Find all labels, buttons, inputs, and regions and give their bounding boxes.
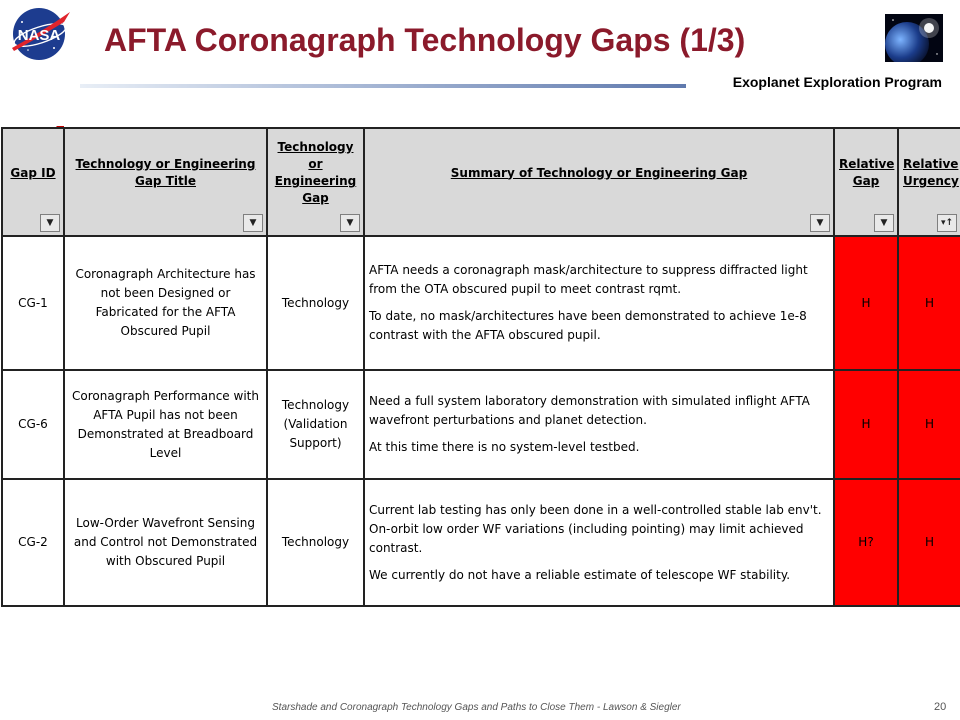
column-header-gap-type: Technology or Engineering Gap ▼ (267, 128, 364, 236)
filter-dropdown-icon[interactable]: ▼ (40, 214, 60, 232)
footer-citation: Starshade and Coronagraph Technology Gaps and Paths to Close Them - Lawson & Siegler (272, 702, 681, 713)
filter-dropdown-icon[interactable]: ▼ (810, 214, 830, 232)
filter-dropdown-icon[interactable]: ▼ (340, 214, 360, 232)
program-name: Exoplanet Exploration Program (732, 74, 942, 90)
column-header-summary: Summary of Technology or Engineering Gap ▼ (364, 128, 834, 236)
page-number: 20 (934, 701, 947, 713)
relative-urgency-cell: H (898, 236, 960, 370)
relative-urgency-cell: H (898, 370, 960, 479)
gap-type-cell: Technology (267, 236, 364, 370)
gap-id-cell: CG-2 (2, 479, 64, 606)
svg-text:NASA: NASA (17, 27, 61, 44)
table-row (2, 479, 960, 606)
nasa-logo (6, 4, 72, 62)
relative-gap-cell: H (834, 370, 898, 479)
filter-dropdown-icon[interactable]: ▼ (243, 214, 263, 232)
sort-filter-icon[interactable]: ▾↑ (937, 214, 957, 232)
gap-summary-cell: Need a full system laboratory demonstration with simulated inflight AFTA wavefront perturbations and planet detection. At this time there is no system-level testbed. (364, 370, 834, 479)
gap-summary-cell: Current lab testing has only been done in a well-controlled stable lab env't. On-orbit low order WF variations (including pointing) may limit achieved contrast. We currently do not have a reliable estimate of telescope WF stability. (364, 479, 834, 606)
relative-urgency-cell: H (898, 479, 960, 606)
gap-type-cell: Technology (Validation Support) (267, 370, 364, 479)
gap-title-cell: Coronagraph Performance with AFTA Pupil has not been Demonstrated at Breadboard Level (64, 370, 267, 479)
column-header-relative-urgency: Relative Urgency ▾↑ (898, 128, 960, 236)
table-header-row (2, 128, 960, 236)
table-row (2, 236, 960, 370)
relative-gap-cell: H (834, 236, 898, 370)
header-divider (80, 84, 686, 88)
column-header-gap-id: Gap ID ▼ (2, 128, 64, 236)
relative-gap-cell: H? (834, 479, 898, 606)
gap-title-cell: Coronagraph Architecture has not been Designed or Fabricated for the AFTA Obscured Pupil (64, 236, 267, 370)
gap-title-cell: Low-Order Wavefront Sensing and Control not Demonstrated with Obscured Pupil (64, 479, 267, 606)
table-row (2, 370, 960, 479)
column-header-gap-title: Technology or Engineering Gap Title ▼ (64, 128, 267, 236)
gap-id-cell: CG-1 (2, 236, 64, 370)
gap-type-cell: Technology (267, 479, 364, 606)
gap-summary-cell: AFTA needs a coronagraph mask/architecture to suppress diffracted light from the OTA obscured pupil to meet contrast rqmt. To date, no mask/architectures have been demonstrated to achieve 1e-8 contrast with the AFTA obscured pupil. (364, 236, 834, 370)
slide-title: AFTA Coronagraph Technology Gaps (1/3) (104, 22, 746, 58)
filter-dropdown-icon[interactable]: ▼ (874, 214, 894, 232)
column-header-relative-gap: Relative Gap ▼ (834, 128, 898, 236)
technology-gaps-table (1, 127, 960, 607)
gap-id-cell: CG-6 (2, 370, 64, 479)
planet-image (885, 14, 943, 62)
